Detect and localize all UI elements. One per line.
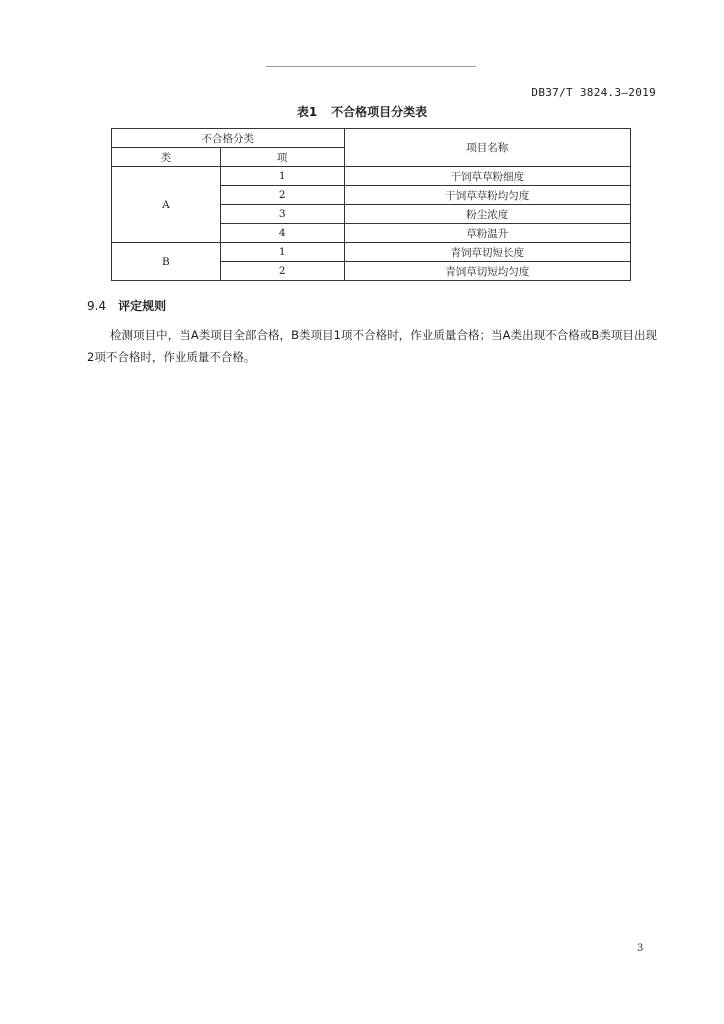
item-name-cell: 青饲草切短均匀度 bbox=[344, 262, 630, 281]
item-number-cell: 2 bbox=[220, 186, 344, 205]
header-classification: 不合格分类 bbox=[112, 129, 345, 148]
table-row bbox=[112, 243, 631, 262]
category-cell: B bbox=[112, 243, 221, 281]
header-category: 类 bbox=[112, 148, 221, 167]
section-heading bbox=[87, 297, 166, 314]
header-item: 项 bbox=[220, 148, 344, 167]
item-name-cell: 干饲草草粉细度 bbox=[344, 167, 630, 186]
category-cell: A bbox=[112, 167, 221, 243]
page-number: 3 bbox=[637, 943, 644, 954]
item-name-cell: 青饲草切短长度 bbox=[344, 243, 630, 262]
section-number: 9.4 bbox=[87, 299, 107, 313]
document-code: DB37/T 3824.3—2019 bbox=[531, 86, 656, 99]
table-number: 表1 bbox=[296, 105, 318, 119]
item-name-cell: 粉尘浓度 bbox=[344, 205, 630, 224]
item-number-cell: 3 bbox=[220, 205, 344, 224]
item-number-cell: 1 bbox=[220, 167, 344, 186]
table-row bbox=[112, 167, 631, 186]
item-number-cell: 2 bbox=[220, 262, 344, 281]
table-header-row bbox=[112, 129, 631, 148]
table-title-text: 不合格项目分类表 bbox=[331, 105, 428, 119]
item-number-cell: 4 bbox=[220, 224, 344, 243]
item-name-cell: 草粉温升 bbox=[344, 224, 630, 243]
table-title bbox=[0, 103, 724, 120]
header-rule bbox=[266, 66, 476, 67]
nonconformity-classification-table bbox=[111, 128, 631, 281]
header-item-name: 项目名称 bbox=[344, 129, 630, 167]
section-title: 评定规则 bbox=[118, 299, 167, 313]
evaluation-rule-paragraph: 检测项目中，当A类项目全部合格，B类项目1项不合格时，作业质量合格；当A类出现不合格或B类项目出现2项不合格时，作业质量不合格。 bbox=[87, 328, 657, 364]
item-number-cell: 1 bbox=[220, 243, 344, 262]
item-name-cell: 干饲草草粉均匀度 bbox=[344, 186, 630, 205]
